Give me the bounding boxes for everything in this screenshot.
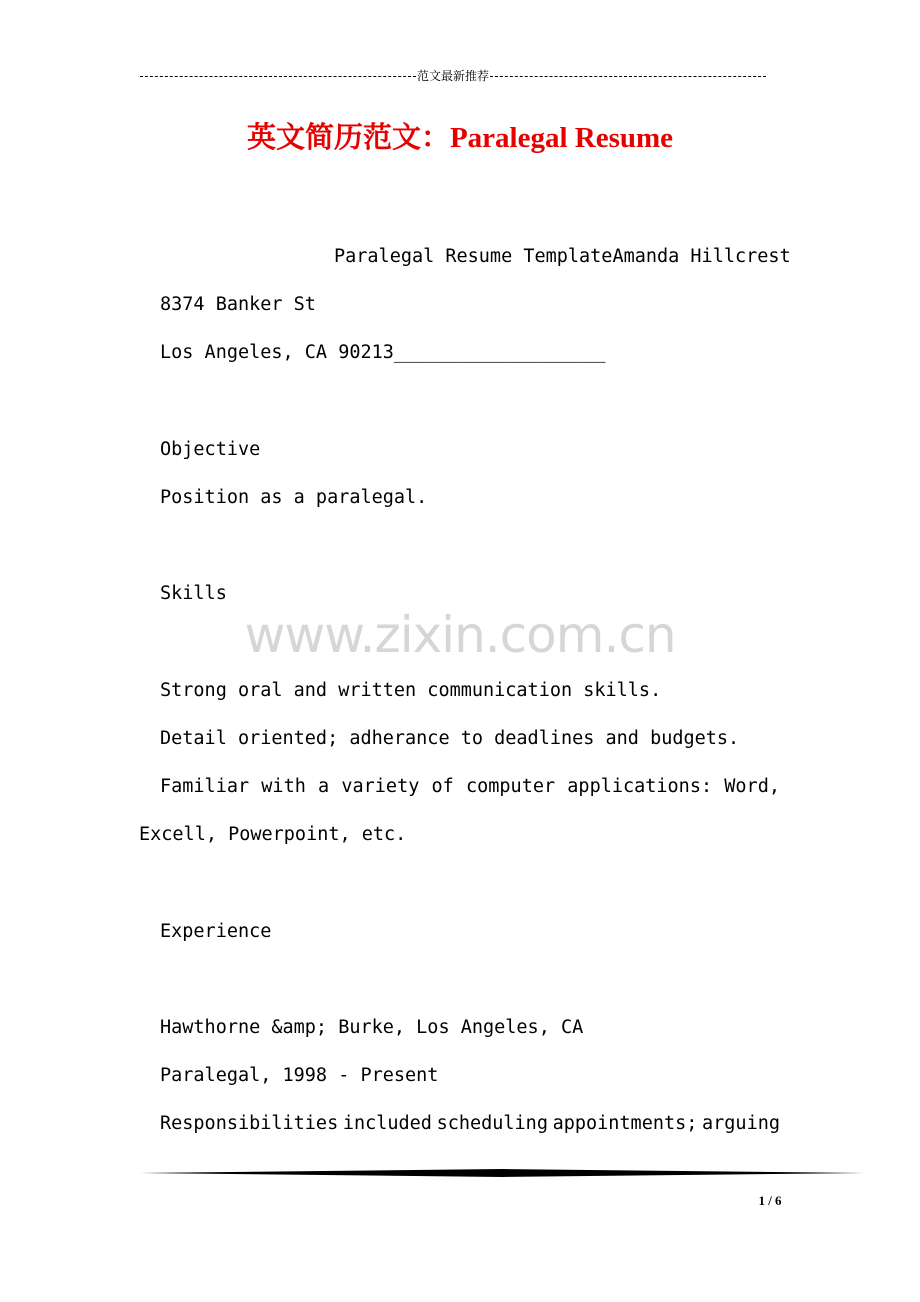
- address-line-1: 8374 Banker St: [160, 294, 316, 315]
- skill-item-continued: Excell, Powerpoint, etc.: [139, 824, 407, 845]
- skill-item: Detail oriented; adherance to deadlines and budgets.: [160, 728, 740, 749]
- header-label: 范文最新推荐: [417, 69, 490, 83]
- document-title: 英文简历范文：Paralegal Resume: [246, 122, 674, 154]
- employer-line: Hawthorne &amp; Burke, Los Angeles, CA: [160, 1017, 584, 1038]
- skill-item: Strong oral and written communication skills.: [160, 680, 662, 701]
- word: a: [318, 776, 330, 797]
- footer-rule: [140, 1166, 864, 1180]
- word: Word,: [724, 776, 780, 797]
- word: Responsibilities: [160, 1113, 339, 1134]
- header-banner: [140, 66, 766, 86]
- word: scheduling: [436, 1113, 548, 1134]
- page-number: 1 / 6: [758, 1193, 782, 1208]
- word: computer: [466, 776, 556, 797]
- word: variety: [341, 776, 420, 797]
- resume-heading: Paralegal Resume TemplateAmanda Hillcrest: [334, 246, 791, 267]
- responsibilities-line: [160, 1112, 780, 1136]
- word: with: [261, 776, 306, 797]
- word: of: [431, 776, 454, 797]
- header-dash-left: [140, 76, 416, 77]
- word: arguing: [702, 1113, 780, 1134]
- word: appointments;: [552, 1113, 698, 1134]
- word: included: [342, 1113, 432, 1134]
- skills-heading: Skills: [160, 583, 227, 604]
- objective-heading: Objective: [160, 439, 261, 460]
- watermark: www.zixin.com.cn: [244, 606, 676, 664]
- header-dash-right: [490, 76, 766, 77]
- word: Familiar: [160, 776, 250, 797]
- word: applications:: [567, 776, 713, 797]
- objective-text: Position as a paralegal.: [160, 487, 428, 508]
- skill-item-justified: [160, 775, 780, 799]
- experience-heading: Experience: [160, 921, 272, 942]
- address-line-2: Los Angeles, CA 90213___________________: [160, 342, 606, 363]
- position-line: Paralegal, 1998 - Present: [160, 1065, 439, 1086]
